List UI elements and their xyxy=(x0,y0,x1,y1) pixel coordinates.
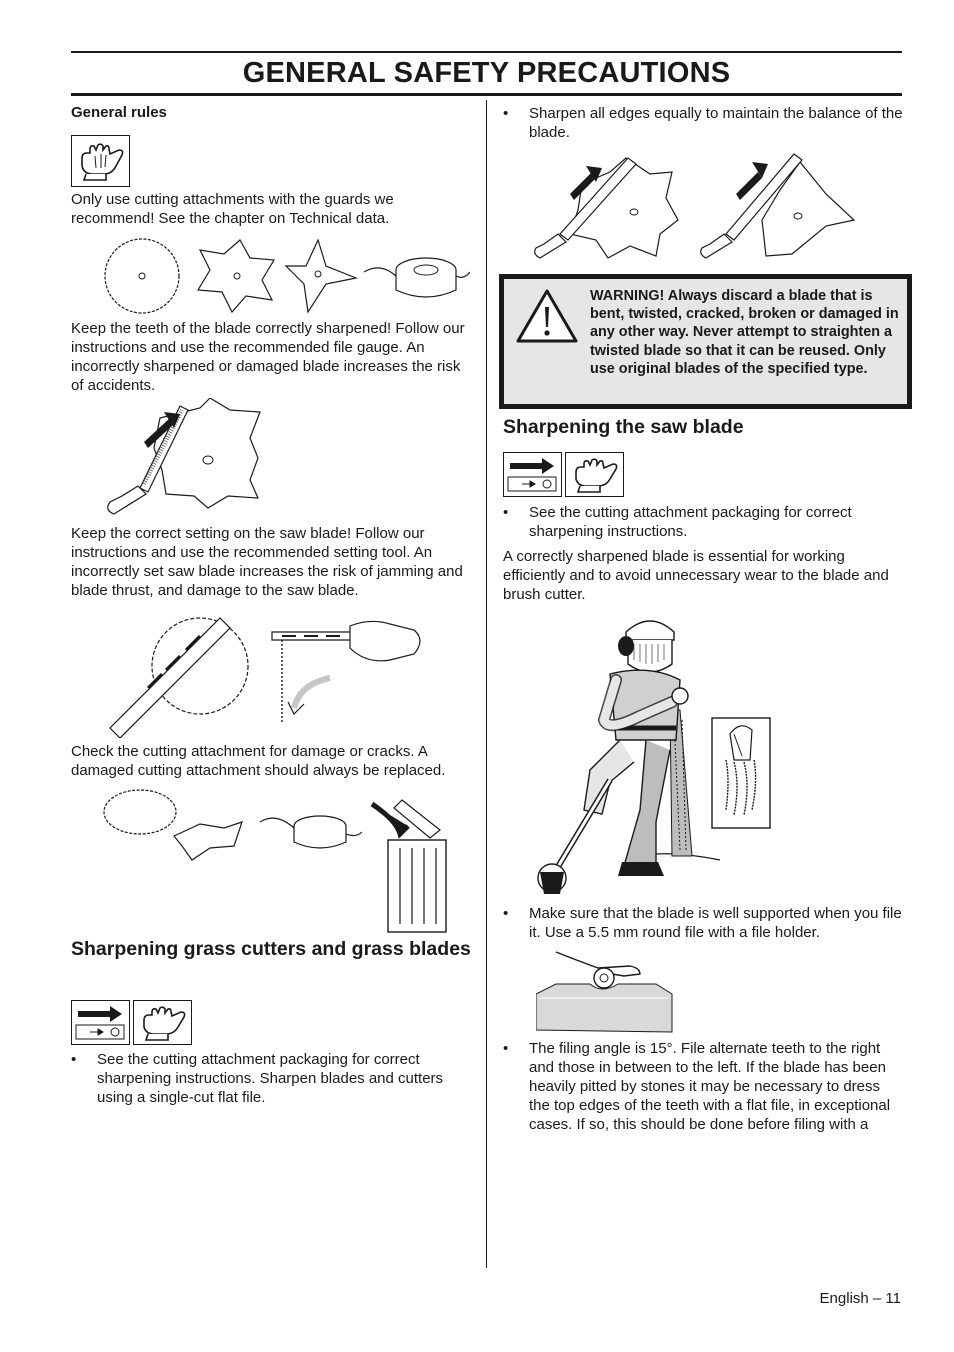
para-check: Check the cutting attachment for damage or cracks. A damaged cutting attachment should always be replaced. xyxy=(71,743,446,779)
bullet-saw-packaging xyxy=(503,503,903,541)
worker-filing-illustration xyxy=(530,610,775,900)
bullet-dot: • xyxy=(503,504,509,521)
bullet-dot: • xyxy=(503,105,509,122)
packaging-arrow-icon xyxy=(71,1000,130,1045)
glove-icon xyxy=(133,1000,192,1045)
column-divider xyxy=(486,100,487,1268)
four-tooth-blade-icon xyxy=(198,240,274,312)
bullet-dot: • xyxy=(71,1051,77,1068)
bullet-text: The filing angle is 15°. File alternate teeth to the right and those in between to the left. If the blade has been heavily pitted by stones it may be necessary to dress the top edges of the teeth with a flat file, in exceptional cases. If so, this should be done before filing with a xyxy=(529,1040,891,1133)
glove-icon xyxy=(565,452,624,497)
bullet-text: See the cutting attachment packaging for correct sharpening instructions. Sharpen blades and cutters using a single-cut flat file. xyxy=(97,1051,444,1106)
para-setting: Keep the correct setting on the saw blade! Follow our instructions and use the recommended setting tool. An incorrectly set saw blade increases the risk of jamming and blade thrust, and damage to the saw blade. xyxy=(71,525,463,599)
file-sharpening-illustration xyxy=(100,398,270,516)
header-top-rule xyxy=(71,51,902,53)
setting-tool-illustration xyxy=(100,604,430,738)
para-attachments: Only use cutting attachments with the guards we recommend! See the chapter on Technical data. xyxy=(71,191,394,227)
bullet-dot: • xyxy=(503,1040,509,1057)
page-title: GENERAL SAFETY PRECAUTIONS xyxy=(242,57,731,89)
packaging-arrow-icon xyxy=(503,452,562,497)
warning-triangle-icon xyxy=(514,287,580,347)
bullet-grass-sharpening xyxy=(71,1050,476,1107)
three-tooth-blade-icon xyxy=(286,240,356,312)
bullet-blade-supported xyxy=(503,904,905,942)
para-teeth: Keep the teeth of the blade correctly sharpened! Follow our instructions and use the recommended file gauge. An incorrectly sharpened or damaged blade increases the risk of accidents. xyxy=(71,320,465,394)
heading-grass-cutters: Sharpening grass cutters and grass blades xyxy=(71,938,471,960)
file-holder-illustration xyxy=(536,948,676,1034)
heading-saw-blade: Sharpening the saw blade xyxy=(503,416,744,438)
glove-icon xyxy=(71,135,130,187)
header-bottom-rule xyxy=(71,93,902,96)
bullet-dot: • xyxy=(503,905,509,922)
bullet-text: See the cutting attachment packaging for correct sharpening instructions. xyxy=(529,504,852,540)
damaged-attachments-illustration xyxy=(100,786,460,934)
bullet-filing-angle xyxy=(503,1039,905,1134)
bullet-sharpen-edges xyxy=(503,104,903,142)
balanced-sharpening-illustration xyxy=(530,150,860,262)
page-footer: English – 11 xyxy=(819,1290,901,1307)
general-rules-heading: General rules xyxy=(71,104,167,121)
para-correct-blade: A correctly sharpened blade is essential for working efficiently and to avoid unnecessary wear to the blade and brush cutter. xyxy=(503,548,889,603)
saw-blade-icon xyxy=(105,239,179,313)
trimmer-head-icon xyxy=(364,258,470,297)
cutting-attachments-illustration xyxy=(100,236,470,316)
bullet-text: Make sure that the blade is well supported when you file it. Use a 5.5 mm round file with a file holder. xyxy=(529,905,902,941)
warning-box xyxy=(499,274,912,409)
bullet-text: Sharpen all edges equally to maintain the balance of the blade. xyxy=(529,105,903,141)
warning-text: WARNING! Always discard a blade that is bent, twisted, cracked, broken or damaged in any other way. Never attempt to straighten a twisted blade so that it can be reused. Only use original blades of the specified type. xyxy=(590,288,899,377)
